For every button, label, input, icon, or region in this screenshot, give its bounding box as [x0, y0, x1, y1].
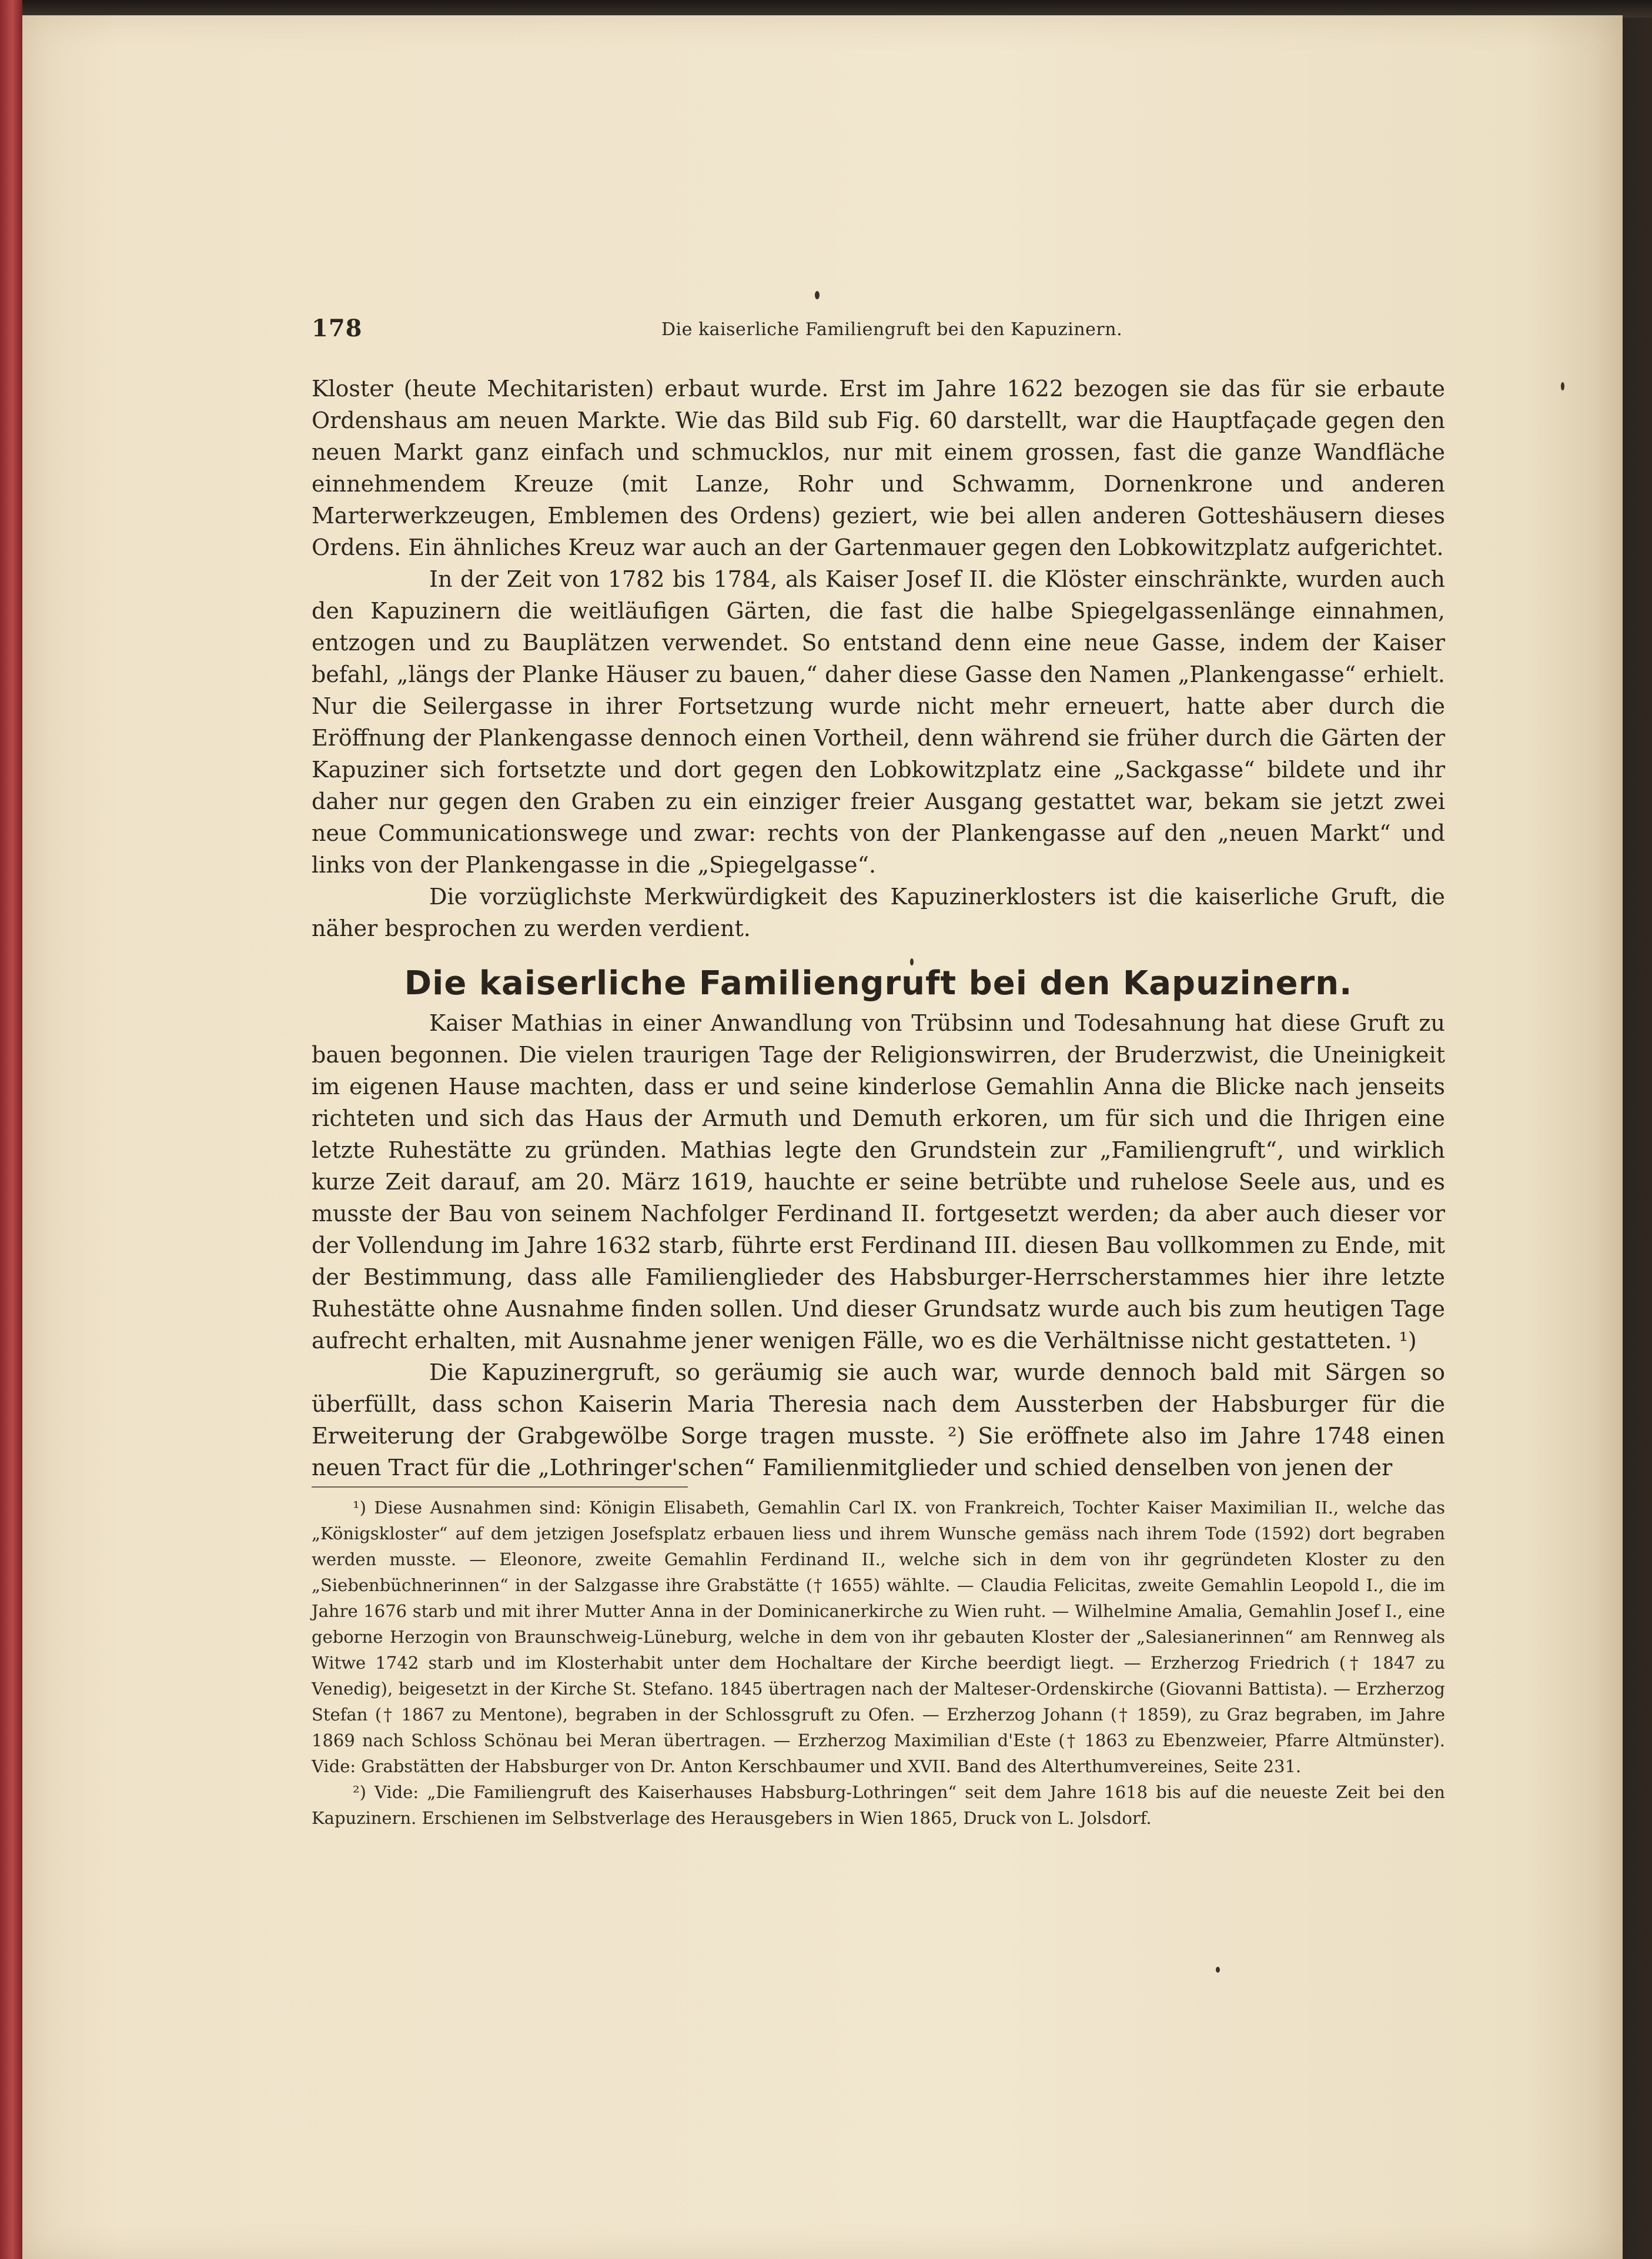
section-paragraph: Kaiser Mathias in einer Anwandlung von Trübsinn und Todesahnung hat diese Gruft zu bauen begonnen. Die vielen traurigen Tage der Religionswirren, der Bruderzwist, die Uneinigkeit im eigenen Hause machten, dass er und seine kinderlose Gemahlin Anna die Blicke nach jenseits richteten und sich das Haus der Armuth und Demuth erkoren, um für sich und die Ihrigen eine letzte Ruhestätte zu gründen. Mathias legte den Grundstein zur „Familiengruft“, und wirklich kurze Zeit darauf, am 20. März 1619, hauchte er seine betrübte und ruhelose Seele aus, und es musste der Bau von seinem Nachfolger Ferdinand II. fortgesetzt werden; da aber auch dieser vor der Vollendung im Jahre 1632 starb, führte erst Ferdinand III. diesen Bau vollkommen zu Ende, mit der Bestimmung, dass alle Familienglieder des Habsburger-Herrscherstammes hier ihre letzte Ruhestätte ohne Ausnahme finden sollen. Und dieser Grundsatz wurde auch bis zum heutigen Tage aufrecht erhalten, mit Ausnahme jener wenigen Fälle, wo es die Verhältnisse nicht gestatteten. ¹)	[312, 1010, 1445, 1354]
footnote: ¹) Diese Ausnahmen sind: Königin Elisabeth, Gemahlin Carl IX. von Frankreich, Tochter Kaiser Maximilian II., welche das „Königskloster“ auf dem jetzigen Josefsplatz erbauen liess und ihrem Wunsche gemäss nach ihrem Tode (1592) dort begraben werden musste. — Eleonore, zweite Gemahlin Ferdinand II., welche sich in dem von ihr gegründeten Kloster zu den „Siebenbüchnerinnen“ in der Salzgasse ihre Grabstätte († 1655) wählte. — Claudia Felicitas, zweite Gemahlin Leopold I., die im Jahre 1676 starb und mit ihrer Mutter Anna in der Dominicanerkirche zu Wien ruht. — Wilhelmine Amalia, Gemahlin Josef I., eine geborne Herzogin von Braunschweig-Lüneburg, welche in dem von ihr gebauten Kloster der „Salesianerinnen“ am Rennweg als Witwe 1742 starb und im Klosterhabit unter dem Hochaltare der Kirche beerdigt liegt. — Erzherzog Friedrich († 1847 zu Venedig), beigesetzt in der Kirche St. Stefano. 1845 übertragen nach der Malteser-Ordenskirche (Giovanni Battista). — Erzherzog Stefan († 1867 zu Mentone), begraben in der Schlossgruft zu Ofen. — Erzherzog Johann († 1859), zu Graz begraben, im Jahre 1869 nach Schloss Schönau bei Meran übertragen. — Erzherzog Maximilian d'Este († 1863 zu Ebenzweier, Pfarre Altmünster). Vide: Grabstätten der Habsburger von Dr. Anton Kerschbaumer und XVII. Band des Alterthumvereines, Seite 231.	[312, 1498, 1445, 1776]
section-text	[312, 1007, 1445, 1483]
body-text	[312, 373, 1445, 944]
page-header	[288, 315, 1440, 344]
page-number: 178	[312, 315, 363, 342]
body-paragraph: Die vorzüglichste Merkwürdigkeit des Kapuzinerklosters ist die kaiserliche Gruft, die näher besprochen zu werden verdient.	[312, 884, 1445, 941]
print-speck	[1216, 1967, 1220, 1973]
body-paragraph: In der Zeit von 1782 bis 1784, als Kaiser Josef II. die Klöster einschränkte, wurden auch den Kapuzinern die weitläufigen Gärten, die fast die halbe Spiegelgassenlänge einnahmen, entzogen und zu Bauplätzen verwendet. So entstand denn eine neue Gasse, indem der Kaiser befahl, „längs der Planke Häuser zu bauen,“ daher diese Gasse den Namen „Plankengasse“ erhielt. Nur die Seilergasse in ihrer Fortsetzung wurde nicht mehr erneuert, hatte aber durch die Eröffnung der Plankengasse dennoch einen Vortheil, denn während sie früher durch die Gärten der Kapuziner sich fortsetzte und dort gegen den Lobkowitzplatz eine „Sackgasse“ bildete und ihr daher nur gegen den Graben zu ein einziger freier Ausgang gestattet war, bekam sie jetzt zwei neue Communicationswege und zwar: rechts von der Plankengasse auf den „neuen Markt“ und links von der Plankengasse in die „Spiegelgasse“.	[312, 566, 1445, 878]
section-paragraph: Die Kapuzinergruft, so geräumig sie auch war, wurde dennoch bald mit Särgen so überfüllt, dass schon Kaiserin Maria Theresia nach dem Aussterben der Habsburger für die Erweiterung der Grabgewölbe Sorge tragen musste. ²) Sie eröffnete also im Jahre 1748 einen neuen Tract für die „Lothringer'schen“ Familienmitglieder und schied denselben von jenen der	[312, 1359, 1445, 1481]
body-paragraph: Kloster (heute Mechitaristen) erbaut wurde. Erst im Jahre 1622 bezogen sie das für sie erbaute Ordenshaus am neuen Markte. Wie das Bild sub Fig. 60 darstellt, war die Hauptfaçade gegen den neuen Markt ganz einfach und schmucklos, nur mit einem grossen, fast die ganze Wandfläche einnehmendem Kreuze (mit Lanze, Rohr und Schwamm, Dornenkrone und anderen Marterwerkzeugen, Emblemen des Ordens) geziert, wie bei allen anderen Gotteshäusern dieses Ordens. Ein ähnliches Kreuz war auch an der Gartenmauer gegen den Lobkowitzplatz aufgerichtet.	[312, 376, 1445, 560]
book-cover-edge	[0, 0, 22, 2259]
page-gutter-shadow	[1623, 15, 1652, 2259]
footnote-divider	[312, 1486, 688, 1488]
print-speck	[815, 291, 820, 299]
section-title: Die kaiserliche Familiengruft bei den Kapuzinern.	[404, 964, 1353, 1002]
running-head: Die kaiserliche Familiengruft bei den Kapuzinern.	[661, 319, 1123, 340]
print-speck	[1561, 382, 1564, 390]
footnotes	[312, 1495, 1445, 1831]
footnote: ²) Vide: „Die Familiengruft des Kaiserhauses Habsburg-Lothringen“ seit dem Jahre 1618 bis auf die neueste Zeit bei den Kapuzinern. Erschienen im Selbstverlage des Herausgebers in Wien 1865, Druck von L. Jolsdorf.	[312, 1782, 1445, 1828]
